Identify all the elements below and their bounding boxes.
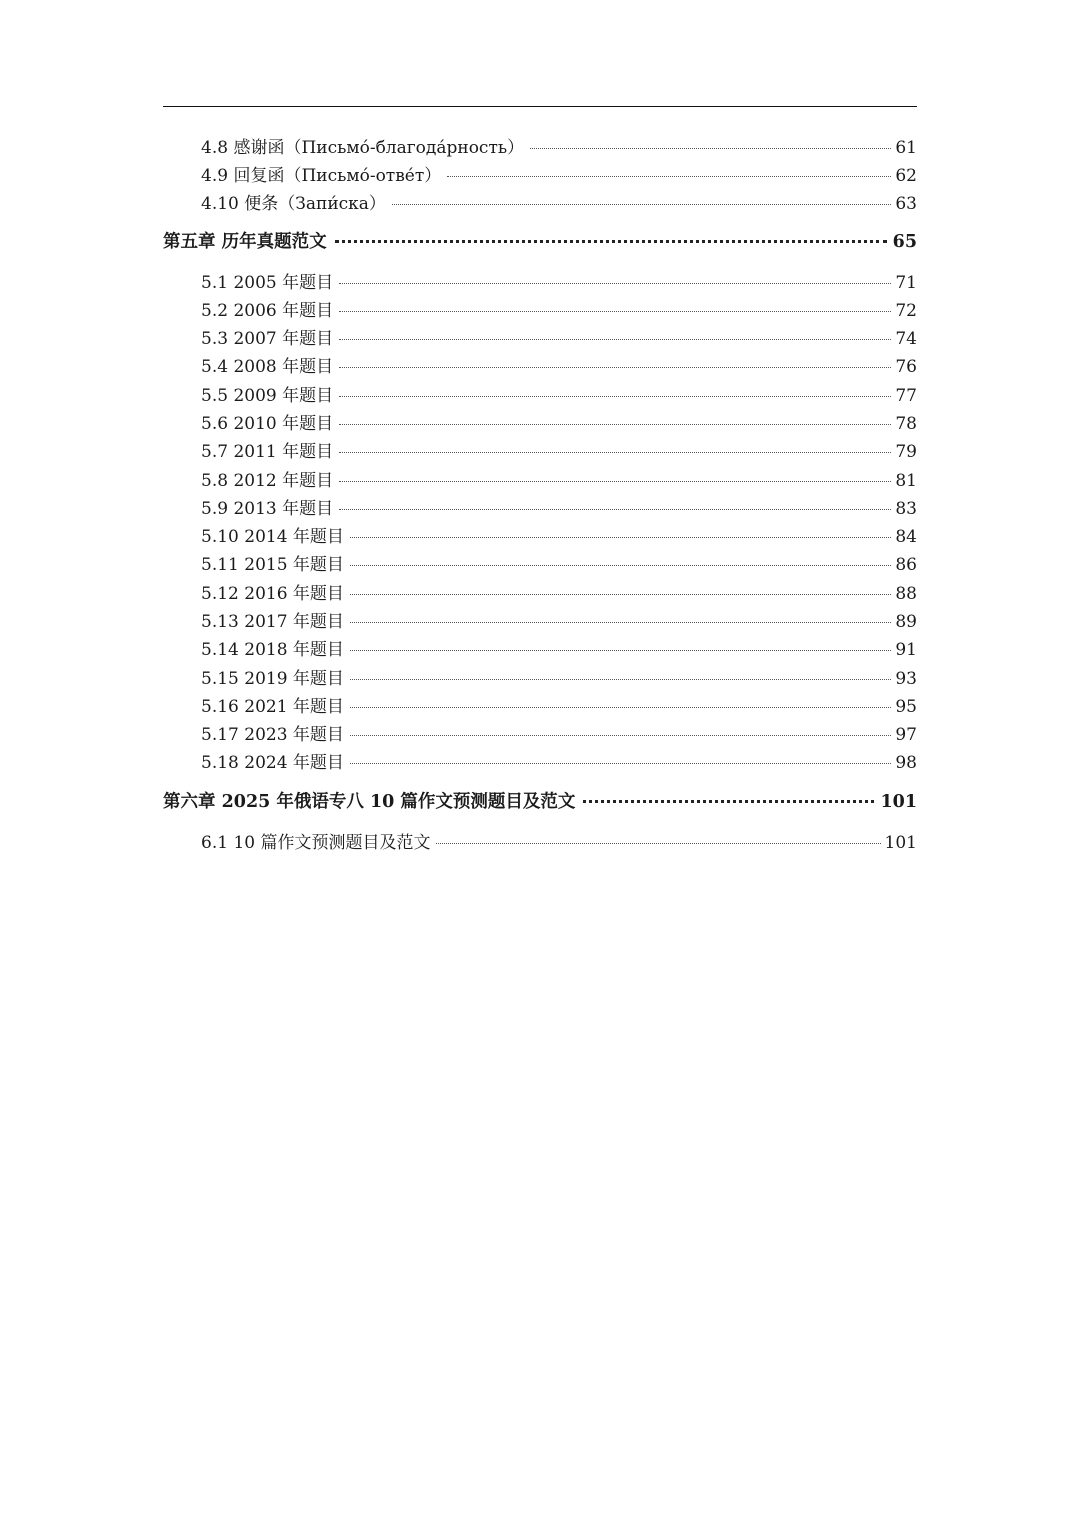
toc-entry-5-12[interactable] bbox=[201, 579, 917, 604]
dot-leader bbox=[339, 396, 891, 397]
toc-entry-5-14[interactable] bbox=[201, 635, 917, 660]
toc-chapter-6[interactable] bbox=[163, 788, 917, 813]
dot-leader bbox=[339, 311, 891, 312]
dot-leader bbox=[350, 707, 891, 708]
toc-chapter-page: 65 bbox=[892, 232, 917, 252]
toc-entry-label: 5.12 2016 年题目 bbox=[201, 584, 344, 604]
dot-leader bbox=[350, 735, 891, 736]
toc-entry-page: 78 bbox=[895, 414, 917, 434]
toc-entry-5-10[interactable] bbox=[201, 522, 917, 547]
toc-entry-page: 84 bbox=[895, 527, 917, 547]
toc-entry-page: 101 bbox=[884, 833, 917, 853]
toc-entry-label: 5.18 2024 年题目 bbox=[201, 753, 344, 773]
toc-entry-5-1[interactable] bbox=[201, 268, 917, 293]
toc-entry-4-9[interactable] bbox=[201, 161, 917, 186]
toc-entry-label: 4.10 便条（Запи́ска） bbox=[201, 194, 386, 214]
toc-entry-5-3[interactable] bbox=[201, 324, 917, 349]
toc-entry-5-18[interactable] bbox=[201, 748, 917, 773]
toc-chapter-page: 101 bbox=[880, 792, 917, 812]
dot-leader bbox=[350, 565, 891, 566]
toc-entry-label: 5.10 2014 年题目 bbox=[201, 527, 344, 547]
toc-chapter-5[interactable] bbox=[163, 228, 917, 253]
toc-entry-label: 5.9 2013 年题目 bbox=[201, 499, 334, 519]
toc-entry-page: 98 bbox=[895, 753, 917, 773]
toc-entry-5-15[interactable] bbox=[201, 664, 917, 689]
toc-entry-page: 95 bbox=[895, 697, 917, 717]
toc-entry-label: 4.9 回复函（Письмо́-отве́т） bbox=[201, 166, 442, 186]
dot-leader bbox=[436, 843, 880, 844]
toc-chapter-label: 第六章 2025 年俄语专八 10 篇作文预测题目及范文 bbox=[163, 792, 576, 812]
toc-entry-5-7[interactable] bbox=[201, 437, 917, 462]
toc-entry-page: 76 bbox=[895, 357, 917, 377]
toc-entry-page: 63 bbox=[895, 194, 917, 214]
toc-entry-page: 77 bbox=[895, 386, 917, 406]
toc-entry-label: 5.4 2008 年题目 bbox=[201, 357, 334, 377]
toc-entry-5-16[interactable] bbox=[201, 692, 917, 717]
toc-entry-5-6[interactable] bbox=[201, 409, 917, 434]
toc-entry-page: 81 bbox=[895, 471, 917, 491]
dot-leader bbox=[339, 339, 891, 340]
dot-leader bbox=[350, 594, 891, 595]
toc-entry-label: 5.16 2021 年题目 bbox=[201, 697, 344, 717]
toc-entry-label: 4.8 感谢函（Письмо́-благода́рность） bbox=[201, 138, 525, 158]
toc-entry-label: 5.14 2018 年题目 bbox=[201, 640, 344, 660]
toc-entry-5-4[interactable] bbox=[201, 352, 917, 377]
dot-leader bbox=[447, 176, 891, 177]
toc-entry-label: 5.11 2015 年题目 bbox=[201, 555, 344, 575]
toc-entry-page: 89 bbox=[895, 612, 917, 632]
toc-entry-5-8[interactable] bbox=[201, 466, 917, 491]
dot-leader bbox=[350, 763, 891, 764]
toc-entry-5-5[interactable] bbox=[201, 381, 917, 406]
dot-leader bbox=[339, 283, 891, 284]
toc-entry-label: 6.1 10 篇作文预测题目及范文 bbox=[201, 833, 431, 853]
dot-leader bbox=[339, 452, 891, 453]
dot-leader bbox=[335, 240, 887, 243]
toc-entry-label: 5.13 2017 年题目 bbox=[201, 612, 344, 632]
toc-entry-5-9[interactable] bbox=[201, 494, 917, 519]
toc-entry-4-8[interactable] bbox=[201, 133, 917, 158]
toc-entry-4-10[interactable] bbox=[201, 189, 917, 214]
toc-entry-page: 93 bbox=[895, 669, 917, 689]
dot-leader bbox=[339, 481, 891, 482]
toc-entry-page: 91 bbox=[895, 640, 917, 660]
toc-entry-label: 5.17 2023 年题目 bbox=[201, 725, 344, 745]
dot-leader bbox=[350, 650, 891, 651]
dot-leader bbox=[350, 537, 891, 538]
toc-entry-page: 72 bbox=[895, 301, 917, 321]
dot-leader bbox=[339, 424, 891, 425]
toc-entry-page: 79 bbox=[895, 442, 917, 462]
toc-entry-label: 5.15 2019 年题目 bbox=[201, 669, 344, 689]
toc-entry-label: 5.7 2011 年题目 bbox=[201, 442, 334, 462]
dot-leader bbox=[583, 800, 874, 803]
header-rule bbox=[163, 106, 917, 107]
toc-entry-page: 74 bbox=[895, 329, 917, 349]
toc-entry-5-2[interactable] bbox=[201, 296, 917, 321]
toc-entry-page: 61 bbox=[895, 138, 917, 158]
toc-entry-5-13[interactable] bbox=[201, 607, 917, 632]
toc-chapter-label: 第五章 历年真题范文 bbox=[163, 232, 327, 252]
toc-entry-5-17[interactable] bbox=[201, 720, 917, 745]
toc-entry-page: 83 bbox=[895, 499, 917, 519]
toc-entry-label: 5.2 2006 年题目 bbox=[201, 301, 334, 321]
dot-leader bbox=[530, 148, 891, 149]
toc-entry-5-11[interactable] bbox=[201, 550, 917, 575]
toc-entry-label: 5.8 2012 年题目 bbox=[201, 471, 334, 491]
toc-entry-6-1[interactable] bbox=[201, 828, 917, 853]
dot-leader bbox=[350, 622, 891, 623]
toc-entry-label: 5.1 2005 年题目 bbox=[201, 273, 334, 293]
dot-leader bbox=[392, 204, 891, 205]
toc-entry-label: 5.3 2007 年题目 bbox=[201, 329, 334, 349]
dot-leader bbox=[339, 367, 891, 368]
dot-leader bbox=[339, 509, 891, 510]
toc-entry-label: 5.5 2009 年题目 bbox=[201, 386, 334, 406]
toc-entry-page: 88 bbox=[895, 584, 917, 604]
toc-entry-page: 97 bbox=[895, 725, 917, 745]
toc-entry-label: 5.6 2010 年题目 bbox=[201, 414, 334, 434]
toc-entry-page: 86 bbox=[895, 555, 917, 575]
dot-leader bbox=[350, 679, 891, 680]
toc-entry-page: 71 bbox=[895, 273, 917, 293]
toc-entry-page: 62 bbox=[895, 166, 917, 186]
